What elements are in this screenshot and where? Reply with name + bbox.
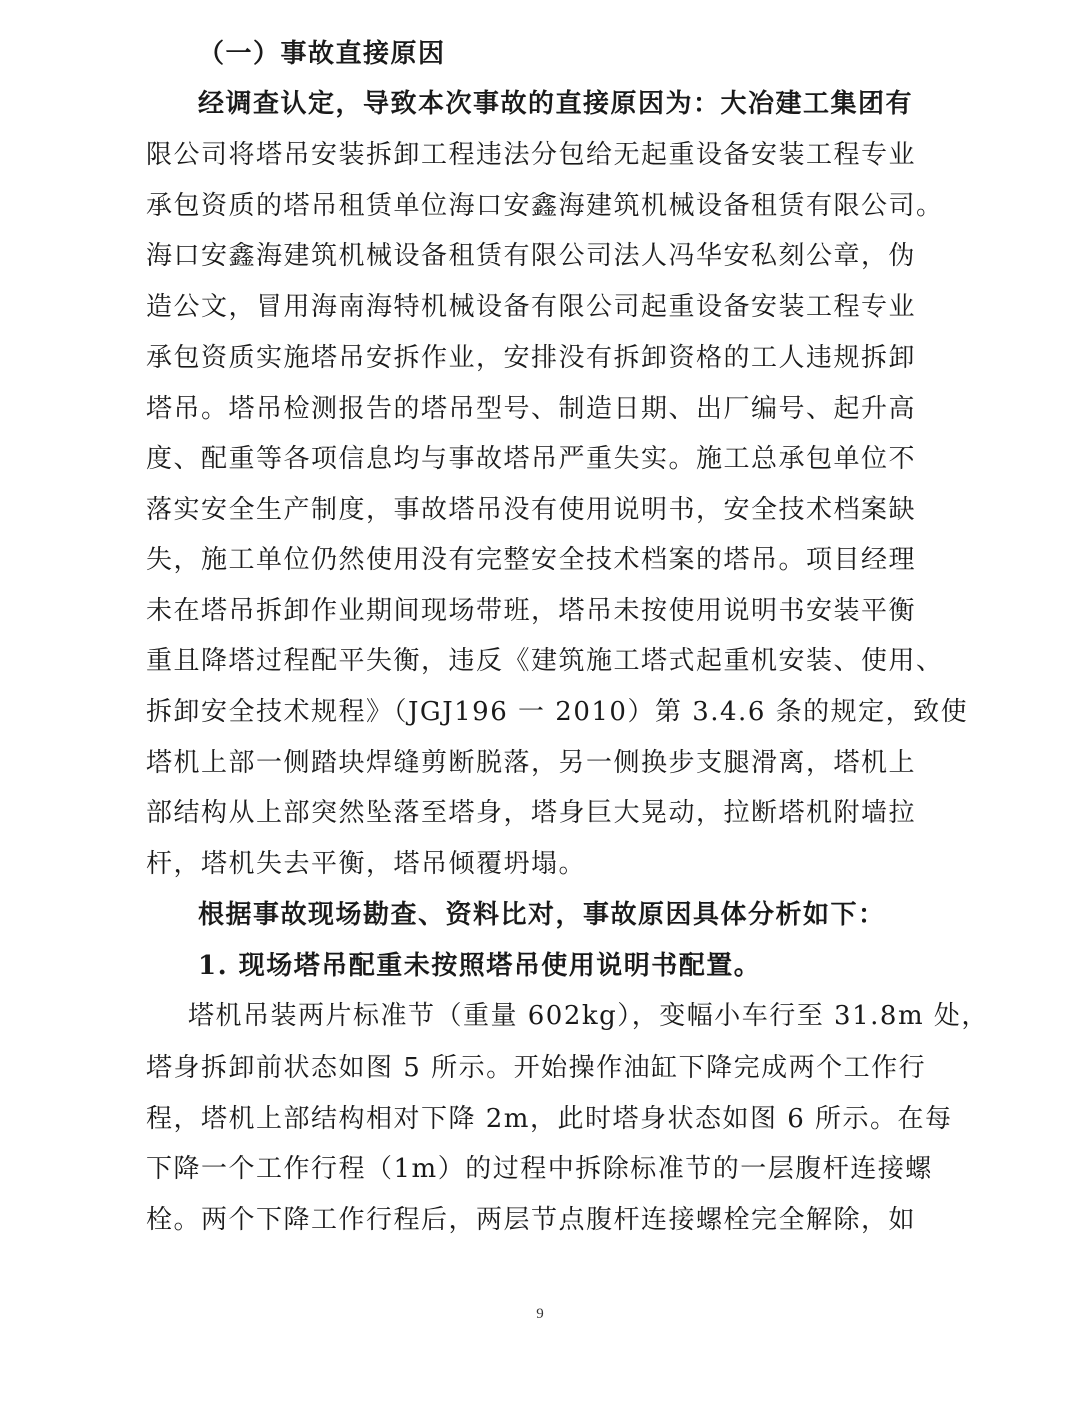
- paragraph-line: 部结构从上部突然坠落至塔身，塔身巨大晃动，拉断塔机附墙拉: [146, 798, 917, 828]
- paragraph-line: 程，塔机上部结构相对下降 2m，此时塔身状态如图 6 所示。在每: [146, 1104, 953, 1134]
- paragraph-line: 塔机吊装两片标准节（重量 602kg），变幅小车行至 31.8m 处，: [188, 1001, 989, 1031]
- paragraph-line: [198, 88, 913, 120]
- paragraph-line: 限公司将塔吊安装拆卸工程违法分包给无起重设备安装工程专业: [146, 140, 917, 170]
- paragraph-line: 重且降塔过程配平失衡，违反《建筑施工塔式起重机安装、使用、: [146, 646, 944, 676]
- paragraph-line: 承包资质实施塔吊安拆作业，安排没有拆卸资格的工人违规拆卸: [146, 343, 917, 373]
- page-number: 9: [536, 1306, 544, 1322]
- section-heading: （一）事故直接原因: [198, 39, 446, 69]
- paragraph-line: 塔吊。塔吊检测报告的塔吊型号、制造日期、出厂编号、起升高: [146, 394, 917, 424]
- paragraph-line: 杆，塔机失去平衡，塔吊倾覆坍塌。: [146, 849, 587, 879]
- paragraph-line-text: 经调查认定，导致本次事故的直接原因为：大冶建工集团有: [198, 89, 914, 119]
- paragraph-line: 海口安鑫海建筑机械设备租赁有限公司法人冯华安私刻公章，伪: [146, 241, 917, 271]
- paragraph-line: 落实安全生产制度，事故塔吊没有使用说明书，安全技术档案缺: [146, 495, 917, 525]
- paragraph-line: 栓。两个下降工作行程后，两层节点腹杆连接螺栓完全解除，如: [146, 1205, 917, 1235]
- paragraph-line: 拆卸安全技术规程》（JGJ196 一 2010）第 3.4.6 条的规定，致使: [146, 697, 969, 727]
- paragraph-line: 度、配重等各项信息均与事故塔吊严重失实。施工总承包单位不: [146, 444, 917, 474]
- subheading-counterweight: 1. 现场塔吊配重未按照塔吊使用说明书配置。: [198, 951, 762, 981]
- analysis-intro: 根据事故现场勘查、资料比对，事故原因具体分析如下：: [198, 900, 886, 930]
- paragraph-line: 下降一个工作行程（1m）的过程中拆除标准节的一层腹杆连接螺: [146, 1154, 933, 1184]
- paragraph-line: 塔机上部一侧踏块焊缝剪断脱落，另一侧换步支腿滑离，塔机上: [146, 748, 917, 778]
- paragraph-line: 塔身拆卸前状态如图 5 所示。开始操作油缸下降完成两个工作行: [146, 1053, 927, 1083]
- paragraph-line: 承包资质的塔吊租赁单位海口安鑫海建筑机械设备租赁有限公司。: [146, 191, 944, 221]
- paragraph-line: 造公文，冒用海南海特机械设备有限公司起重设备安装工程专业: [146, 292, 917, 322]
- paragraph-line: 未在塔吊拆卸作业期间现场带班，塔吊未按使用说明书安装平衡: [146, 596, 917, 626]
- paragraph-line: 失，施工单位仍然使用没有完整安全技术档案的塔吊。项目经理: [146, 545, 917, 575]
